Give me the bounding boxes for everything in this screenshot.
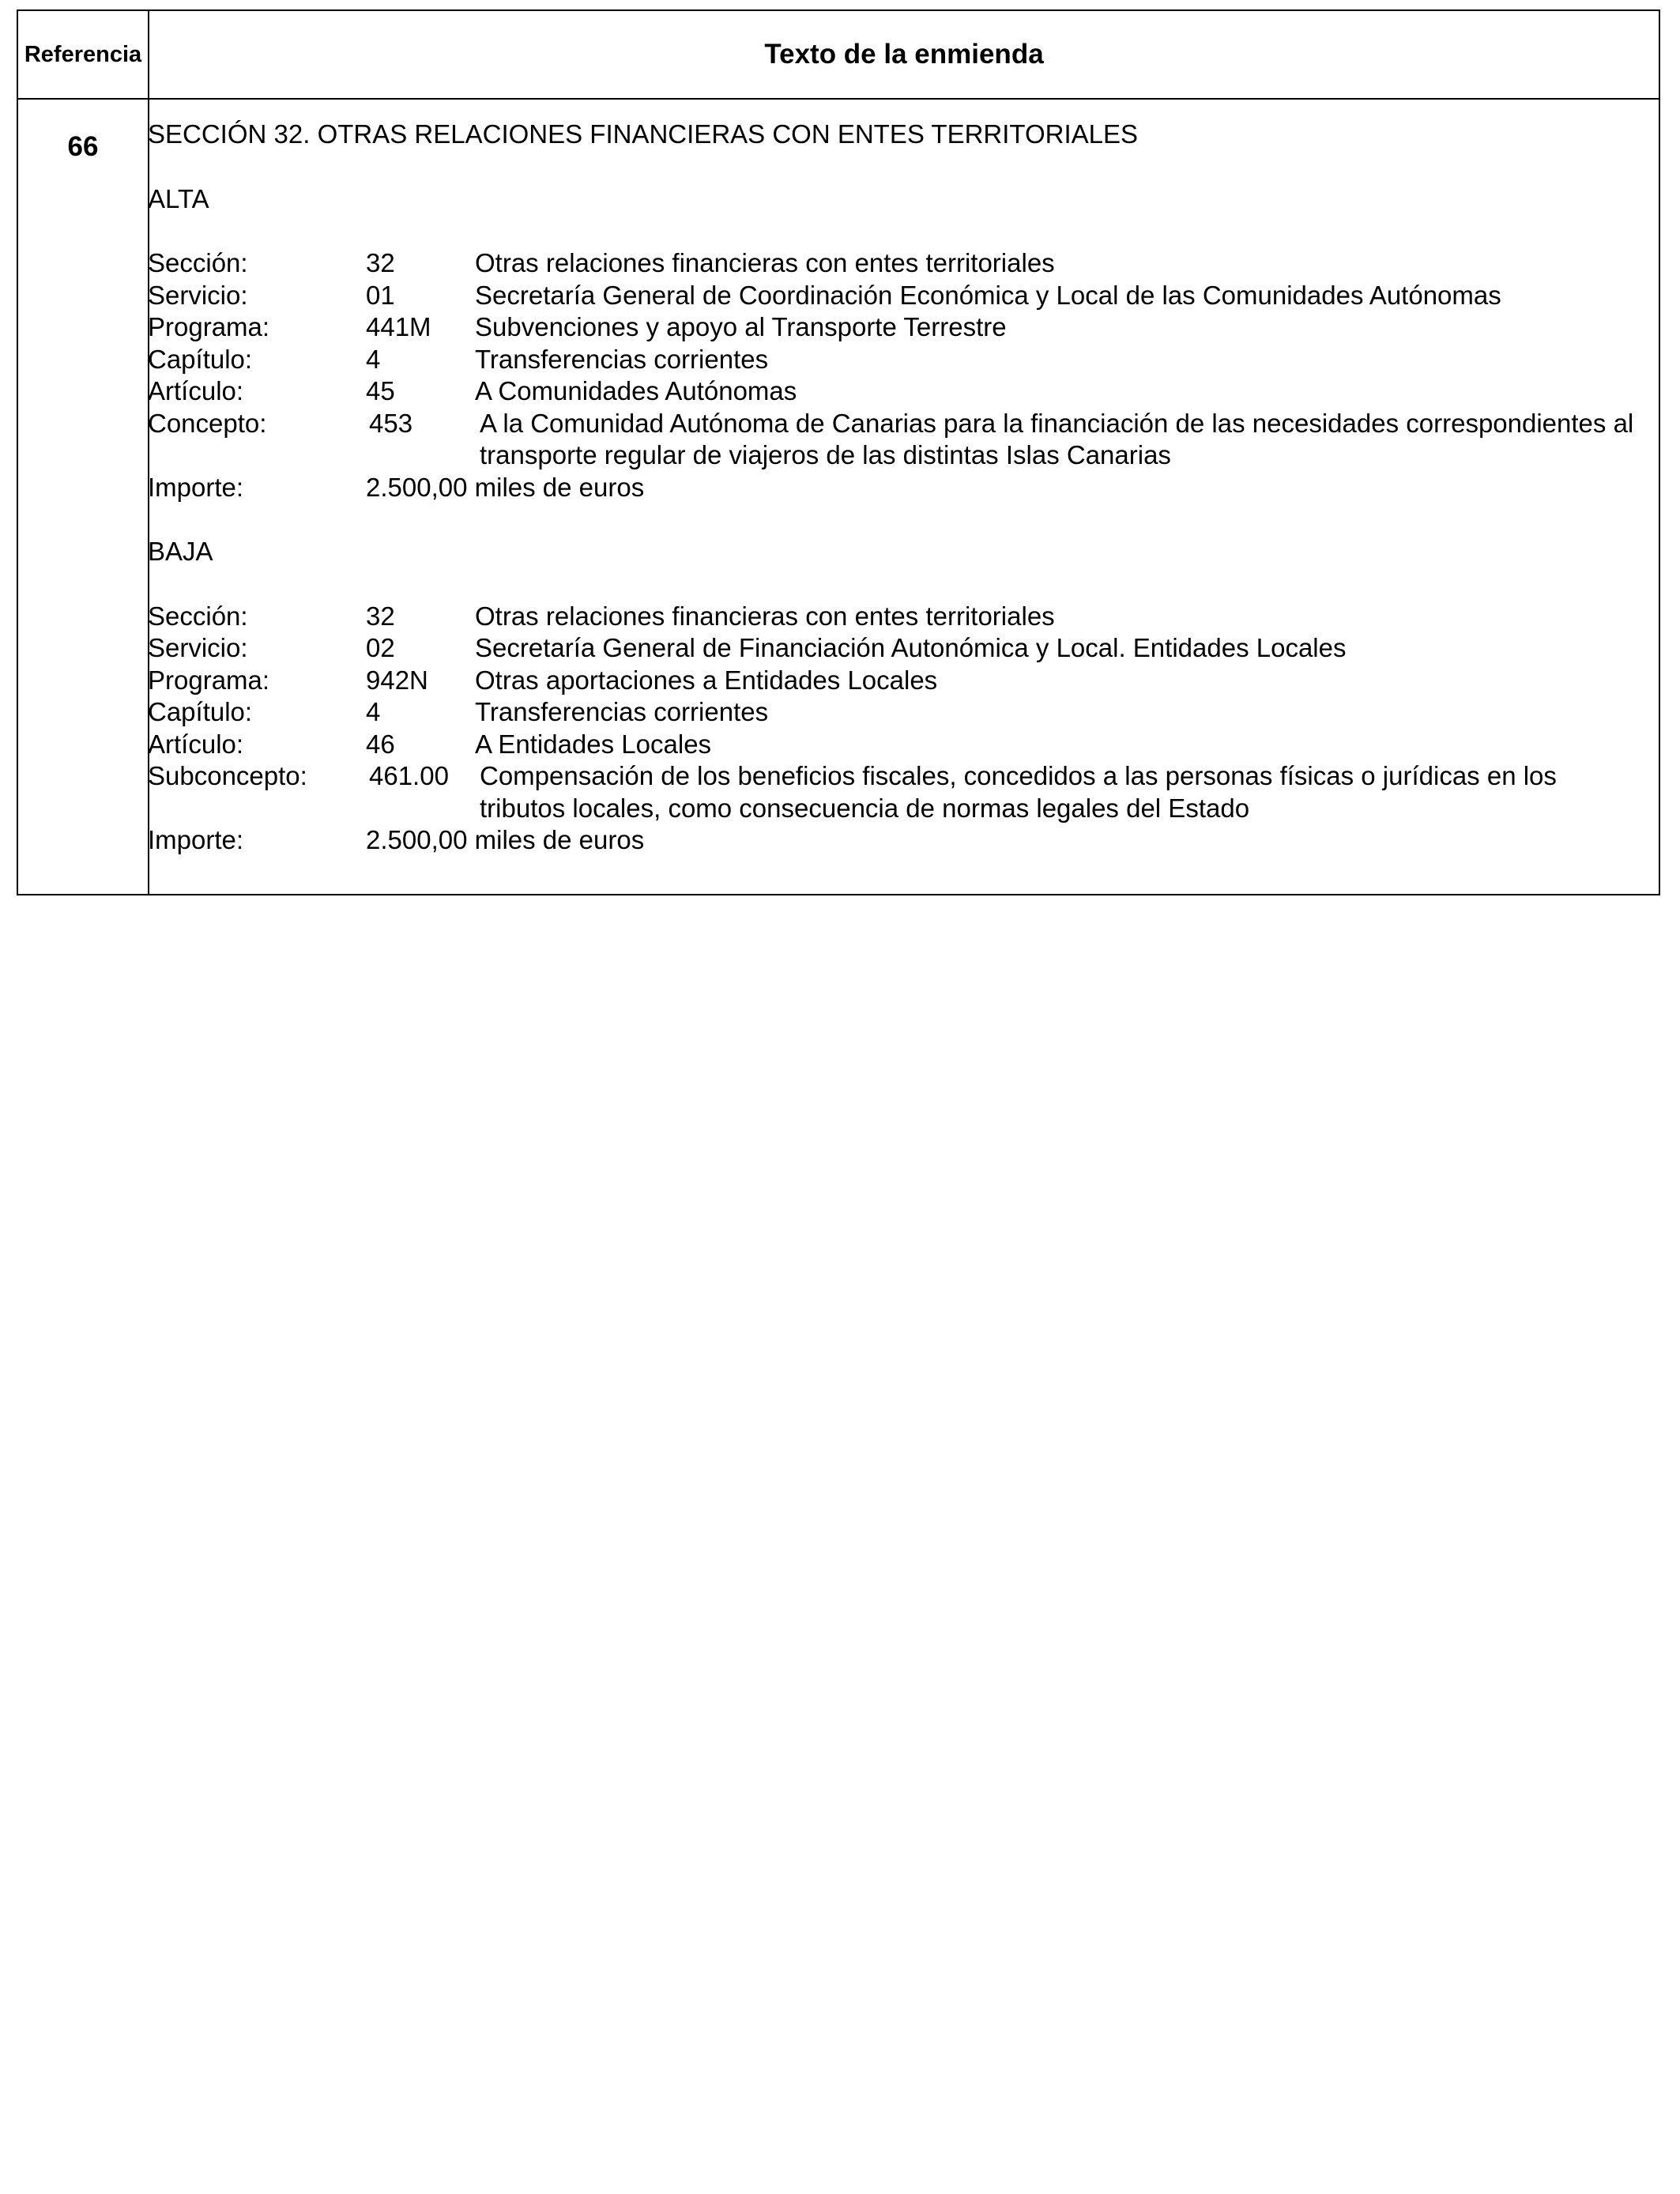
baja-row-capitulo — [148, 696, 1641, 729]
field-description: Otras aportaciones a Entidades Locales — [475, 665, 938, 695]
baja-row-seccion — [148, 601, 1641, 633]
field-label: Capítulo: — [148, 344, 253, 374]
baja-row-articulo — [148, 729, 1641, 761]
field-label: Subconcepto: — [148, 761, 307, 790]
baja-row-servicio — [148, 632, 1641, 665]
field-label: Sección: — [148, 248, 248, 277]
importe-label: Importe: — [148, 825, 244, 854]
field-label: Programa: — [148, 312, 270, 341]
header-texto-enmienda: Texto de la enmienda — [764, 39, 1044, 70]
field-label: Servicio: — [148, 280, 248, 310]
field-code: 4 — [366, 697, 381, 726]
alta-label: ALTA — [148, 183, 209, 213]
alta-row-importe — [148, 472, 1641, 504]
field-label: Concepto: — [148, 408, 267, 438]
field-code: 46 — [366, 729, 395, 759]
field-description: Transferencias corrientes — [475, 344, 769, 374]
field-label: Capítulo: — [148, 697, 253, 726]
field-description: A Entidades Locales — [475, 729, 712, 759]
alta-row-servicio — [148, 280, 1641, 312]
baja-row-programa — [148, 665, 1641, 697]
alta-row-seccion — [148, 247, 1641, 280]
field-label: Servicio: — [148, 633, 248, 662]
field-code: 441M — [366, 312, 431, 341]
field-description: A Comunidades Autónomas — [475, 376, 797, 405]
amendment-text — [148, 119, 1641, 857]
baja-row-importe — [148, 824, 1641, 857]
field-description: Subvenciones y apoyo al Transporte Terrestre — [475, 312, 1007, 341]
field-description: Transferencias corrientes — [475, 697, 769, 726]
field-code: 453 — [369, 408, 413, 438]
baja-fields — [148, 601, 1641, 857]
importe-label: Importe: — [148, 472, 244, 502]
baja-row-subconcepto — [148, 760, 1641, 824]
field-code: 32 — [366, 601, 395, 631]
header-referencia: Referencia — [24, 41, 142, 67]
field-code: 4 — [366, 344, 381, 374]
field-label: Artículo: — [148, 729, 244, 759]
field-code: 942N — [366, 665, 428, 695]
field-code: 32 — [366, 248, 395, 277]
reference-number: 66 — [67, 131, 99, 162]
field-description: Otras relaciones financieras con entes territoriales — [475, 601, 1055, 631]
field-description: Otras relaciones financieras con entes territoriales — [475, 248, 1055, 277]
field-description: Secretaría General de Coordinación Económica y Local de las Comunidades Autónomas — [475, 280, 1501, 310]
alta-fields — [148, 247, 1641, 503]
importe-value: 2.500,00 miles de euros — [366, 825, 645, 854]
field-code: 02 — [366, 633, 395, 662]
field-code: 01 — [366, 280, 395, 310]
field-description: A la Comunidad Autónoma de Canarias para la financiación de las necesidades correspondientes al transporte regular de viajeros de las distintas Islas Canarias — [480, 408, 1634, 469]
alta-row-articulo — [148, 375, 1641, 408]
header-divider — [18, 98, 1659, 100]
field-code: 45 — [366, 376, 395, 405]
field-code: 461.00 — [369, 761, 449, 790]
field-label: Sección: — [148, 601, 248, 631]
alta-row-capitulo — [148, 344, 1641, 376]
alta-row-concepto — [148, 408, 1641, 472]
field-label: Programa: — [148, 665, 270, 695]
field-description: Secretaría General de Financiación Autonómica y Local. Entidades Locales — [475, 633, 1347, 662]
field-description: Compensación de los beneficios fiscales, concedidos a las personas físicas o jurídicas en los tributos locales, como consecuencia de normas legales del Estado — [480, 761, 1557, 823]
field-label: Artículo: — [148, 376, 244, 405]
section-heading: SECCIÓN 32. OTRAS RELACIONES FINANCIERAS CON ENTES TERRITORIALES — [148, 119, 1139, 149]
importe-value: 2.500,00 miles de euros — [366, 472, 645, 502]
alta-row-programa — [148, 311, 1641, 344]
baja-label: BAJA — [148, 537, 213, 566]
